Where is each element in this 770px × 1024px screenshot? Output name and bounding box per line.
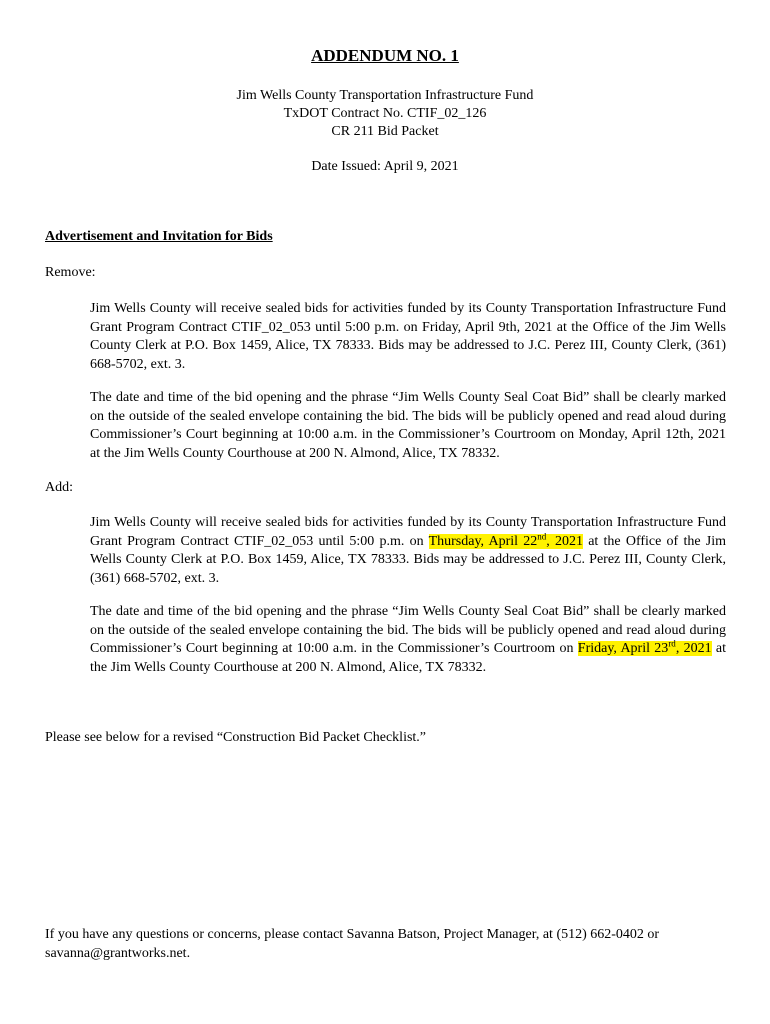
date-suffix: nd xyxy=(537,530,547,541)
add-paragraph-2-rest: at the Jim Wells County Courthouse at 200 N. Almond, Alice, TX 78332. xyxy=(90,641,727,675)
add-paragraph-1-text: Jim Wells County will receive sealed bids for activities funded by its County Transportation Infrastructure Fund Grant Program Contract CTIF_02_053 until 5:00 p.m. on xyxy=(90,515,726,549)
remove-paragraph-1: Jim Wells County will receive sealed bids for activities funded by its County Transportation Infrastructure Fund Grant Program Contract CTIF_02_053 until 5:00 p.m. on Friday, April 9th, 2021 at the Office of the Jim Wells County Clerk at P.O. Box 1459, Alice, TX 78333. Bids may be addressed to J.C. Perez III, County Clerk, (361) 668-5702, ext. 3. xyxy=(90,301,726,372)
highlighted-date-text: Thursday, April 22 xyxy=(428,533,538,549)
date-issued: Date Issued: April 9, 2021 xyxy=(311,159,459,174)
contact-info: If you have any questions or concerns, please contact Savanna Batson, Project Manager, at (512) 662-0402 or savanna@grantworks.net. xyxy=(45,927,660,961)
highlighted-date-year: , 2021 xyxy=(546,533,583,549)
remove-label: Remove: xyxy=(45,265,96,280)
section-heading: Advertisement and Invitation for Bids xyxy=(45,229,273,244)
date-suffix: rd xyxy=(668,638,676,649)
page-title: ADDENDUM NO. 1 xyxy=(311,46,459,65)
highlighted-date-year: , 2021 xyxy=(675,641,712,656)
project-name: Jim Wells County Transportation Infrastructure Fund xyxy=(236,88,534,103)
remove-paragraph-2: The date and time of the bid opening and the phrase “Jim Wells County Seal Coat Bid” shall be clearly marked on the outside of the sealed envelope containing the bid. The bids will be publicly opened and read aloud during Commissioner’s Court beginning at 10:00 a.m. in the Commissioner’s Courtroom on Monday, April 12th, 2021 at the Jim Wells County Courthouse at 200 N. Almond, Alice, TX 78332. xyxy=(90,390,726,461)
add-paragraph-1 xyxy=(90,514,726,588)
bid-packet-name: CR 211 Bid Packet xyxy=(331,124,439,139)
highlighted-date-text: Friday, April 23 xyxy=(577,641,669,656)
add-paragraph-2 xyxy=(90,603,726,677)
add-paragraph-1-rest: at the Office of the Jim Wells County Clerk at P.O. Box 1459, Alice, TX 78333. Bids may be addressed to J.C. Perez III, County Clerk, (361) 668-5702, ext. 3. xyxy=(90,533,726,586)
add-label: Add: xyxy=(45,480,73,495)
highlighted-date xyxy=(577,638,712,656)
checklist-note: Please see below for a revised “Construction Bid Packet Checklist.” xyxy=(45,730,427,745)
contract-number: TxDOT Contract No. CTIF_02_126 xyxy=(283,106,487,121)
highlighted-date xyxy=(428,530,583,549)
add-paragraph-2-text: The date and time of the bid opening and the phrase “Jim Wells County Seal Coat Bid” shall be clearly marked on the outside of the sealed envelope containing the bid. The bids will be publicly opened and read aloud during Commissioner’s Court beginning at 10:00 a.m. in the Commissioner’s Courtroom on xyxy=(90,604,726,656)
